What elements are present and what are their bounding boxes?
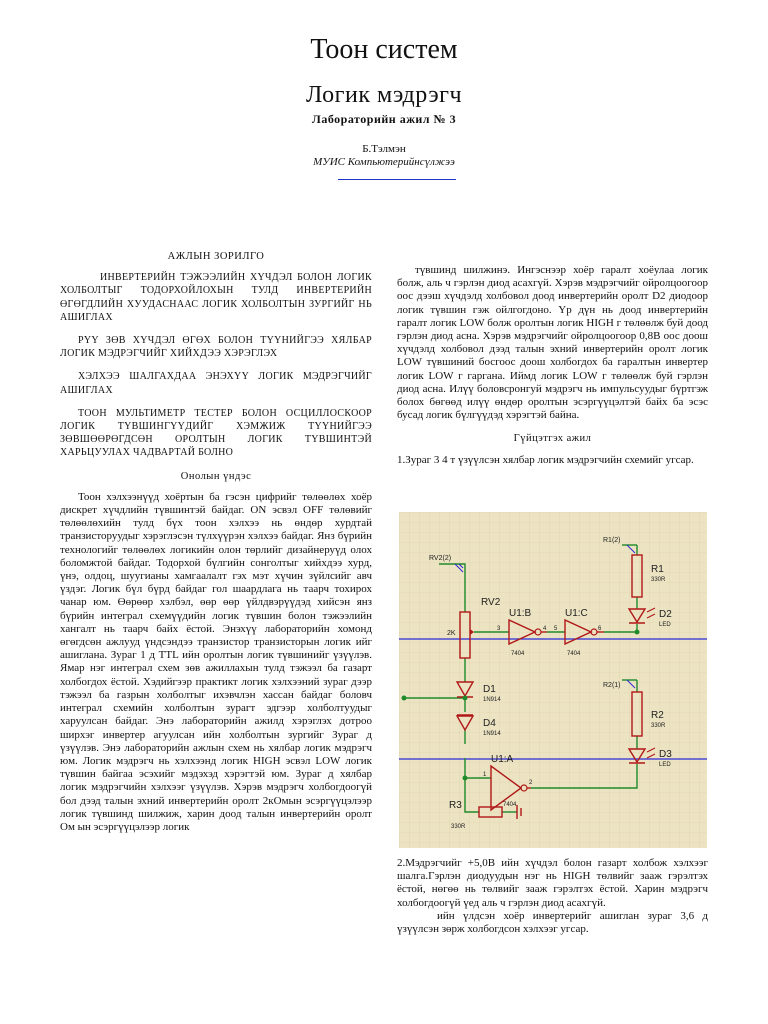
label-r2: R2	[651, 710, 664, 721]
label-d4-part: 1N914	[483, 731, 501, 737]
label-rv2-probe: RV2(2)	[429, 555, 452, 562]
objective-item: РҮҮ ЗӨВ ХҮЧДЭЛ ӨГӨХ БОЛОН ТҮҮНИЙГЭЭ ХЯЛБАР ЛОГИК МЭДРЭГЧИЙГ ХИЙХДЭЭ ХЭРЭГЛЭХ	[60, 335, 372, 360]
step-3: ийн үлдсэн хоёр инвертерийг ашиглан зураг 3,6 д үзүүлсэн зөрж холбогдсон хэлхээг угсар.	[397, 909, 708, 936]
label-d2: D2	[659, 609, 672, 620]
label-r3-value: 330R	[451, 824, 466, 830]
step-2: 2.Мэдрэгчийг +5,0В ийн хүчдэл болон газарт холбож хэлхээг шалга.Гэрлэн диодуудын нэг нь HIGH төлвийг зааж гэрэлтэх ёстой, нөгөө нь төлвийг зааж гэрэлтэх ёстой. Харин мэдрэгч холбогдоогүй үед аль ч гэрлэн диод асахгүй.	[397, 857, 708, 909]
continued-text: түвшинд шилжинэ. Ингэснээр хоёр гаралт хоёулаа логик болж, аль ч гэрлэн диод асахгүй. Хэрэв мэдрэгчийг ойролцоогоор оос дээш хүчдэлд холбовол доод инвертерийн оролт D2 диодоор логик түвшин гэж ойлгогдоно. Үр дүн нь доод инвертерийн гаралт логик LOW болж оролтын логик HIGH г төлөөлж буй доод гэрлэн диод асна. Хэрэв мэдрэгчийг ойролцоогоор 0,8В оос доош хүчдэлд холбовол дээд талын эхний инвертерийн оролт логик LOW түвшиний босгоос доош холбогдох ба гаралтын инвертер логик LOW г гаргана. Иймд логик LOW г төлөөлж буй гэрлэн диод асна. Илүү боловсронгуй мэдрэгч нь импульсуудыг бүртгэж болох бөгөөд илүү өндөр оролтын эсэргүүцэлтэй байх ба эсэс бусад логик бүлгүүдэд хэрэгтэй байна.	[397, 264, 708, 422]
theory-text: Тоон хэлхээнүүд хоёртын ба гэсэн цифрийг төлөөлөх хоёр дискрет хүчдлийн түвшинтэй байдаг. ON эсвэл OFF төлөвийг төлөөлөхийн тулд бүх тоон хэлхээ нь өндөр хурдтай транзисторуудыг хэрэглэсэн түлхүүрэн хэлхээ байдаг. Янз бүрийн технологийг төлөөлөх логикийн олон төрлийг дизайнеруүд олох боломжтой байдаг. Тодорхой бүлгийн сонголтыг хийхдээ хурд, үнэ, олдоц, шуугианы хамгаалалт гэх мэт хүчин зүйлсийг авч үздэг. Логик бүл бүрд байдаг гол шаардлага нь таарч тохирох чанар юм. Өөрөөр хэлбэл, өөр өөр үйлдвэрүүдэд хийсэн янз бүрийн интеграл схемүүдийн логик түвшин болон тэжээлийн хангалт нь таарч байх ёстой. Энэхүү лабораторийн хомонд өгөгдсөн ажлууд үндсэндээ транзистор транзисторын логик ийг ашиглана. Зураг 1 д TTL ийн оролтын логик түвшинийг үзүүлэв. Ямар нэг интеграл схем зөв ажиллахын тулд тэжээл ба газарт холбогдох ёстой. Хэдийгээр практикт логик хэлхээний зураг дээр тэжээл ба газрын холболтыг ихэвчлэн хассан байдаг боловч интеграл схемийн холболтын зурагт эдгээр холболтуудыг харуулсан байдаг. Энэ лабораторийн ажилд хэрэглэх дотроо ширхэг инвертер агуулсан ийн холболтын зургийг Зураг д үзүүлэв. Энэ лабораторийн ажлын схем нь хялбар логик мэдрэгч юм. Логик мэдрэгч нь хэлхээнд логик HIGH эсвэл LOW логик түвшин байгаа эсэхийг мэдэхэд хэрэгтэй юм. Зураг д хялбар логик мэдрэгчийн хэлхээг үзүүлэв. Хэрэв мэдрэгч холбогдоогүй бол дээд талын эхний инвертерийн оролт 2кОмын эсэргүүцэлээр логик түвшинд шилжиж, харин доод талын инвертерийн оролт Ом ын эсэргүүцэлээр логик	[60, 490, 372, 833]
objective-item: ТООН МУЛЬТИМЕТР ТЕСТЕР БОЛОН ОСЦИЛЛОСКООР ЛОГИК ТҮВШИНГҮҮДИЙГ ХЭМЖИЖ ТҮҮНИЙГЭЭ ЗӨВШӨӨРӨГДСӨН ОРОЛТЫН ЛОГИК ТҮВШИНТЭЙ ХАРЬЦУУЛАХ ЧАДВАРТАЙ БОЛНО	[60, 407, 372, 459]
circuit-schematic	[399, 512, 707, 848]
label-u1a-chip: 7404	[503, 802, 517, 808]
label-d2-led: LED	[659, 622, 671, 628]
left-column	[60, 250, 372, 834]
work-heading: Гүйцэтгэх ажил	[513, 433, 592, 445]
author-name: Б.Тэлмэн	[362, 143, 406, 155]
label-u1c: U1:C	[565, 608, 588, 619]
label-u1b: U1:B	[509, 608, 532, 619]
schematic-svg	[399, 512, 707, 848]
author-affiliation: МУИС Компьютерийнсүлжээ	[313, 156, 455, 168]
right-column	[397, 264, 708, 467]
label-r3: R3	[449, 800, 462, 811]
label-pin6: 6	[598, 626, 602, 632]
objective-item: ХЭЛХЭЭ ШАЛГАХДАА ЭНЭХҮҮ ЛОГИК МЭДРЭГЧИЙГ АШИГЛАХ	[60, 371, 372, 396]
label-u1a: U1:A	[491, 754, 514, 765]
label-d4: D4	[483, 718, 496, 729]
schematic-grid	[399, 512, 707, 848]
label-d1-part: 1N914	[483, 697, 501, 703]
page-subtitle: Логик мэдрэгч	[305, 82, 463, 108]
label-pin2: 2	[529, 780, 533, 786]
label-pin4: 4	[543, 626, 547, 632]
label-d3: D3	[659, 749, 672, 760]
label-pin3: 3	[497, 626, 501, 632]
label-r1-value: 330R	[651, 577, 666, 583]
label-d1: D1	[483, 684, 496, 695]
label-d3-led: LED	[659, 762, 671, 768]
label-r1: R1	[651, 564, 664, 575]
label-u1c-chip: 7404	[567, 651, 581, 657]
label-r2-probe: R2(1)	[603, 682, 621, 689]
lab-number: Лабораторийн ажил № 3	[311, 112, 457, 126]
label-rv2-value: 2K	[447, 630, 456, 637]
label-u1b-chip: 7404	[511, 651, 525, 657]
label-r1-probe: R1(2)	[603, 537, 621, 544]
header-rule	[338, 179, 456, 180]
page-title: Тоон систем	[310, 34, 458, 65]
right-column-lower	[397, 857, 708, 936]
theory-heading: Онолын үндэс	[180, 470, 252, 482]
label-pin1: 1	[483, 772, 487, 778]
objective-item: ИНВЕРТЕРИЙН ТЭЖЭЭЛИЙН ХҮЧДЭЛ БОЛОН ЛОГИК ХОЛБОЛТЫГ ТОДОРХОЙЛОХЫН ТУЛД ИНВЕРТЕРИЙН ӨГӨГДЛИЙН ХУУДАСНААС ЛОГИК ХОЛБОЛТЫН ЗУРГИЙГ НЬ АШИГЛАХ	[60, 272, 372, 323]
objective-heading: АЖЛЫН ЗОРИЛГО	[167, 251, 265, 262]
label-r2-value: 330R	[651, 723, 666, 729]
label-rv2: RV2	[481, 597, 501, 608]
step-1: 1.Зураг 3 4 т үзүүлсэн хялбар логик мэдрэгчийн схемийг угсар.	[397, 453, 694, 466]
label-pin5: 5	[554, 626, 558, 632]
